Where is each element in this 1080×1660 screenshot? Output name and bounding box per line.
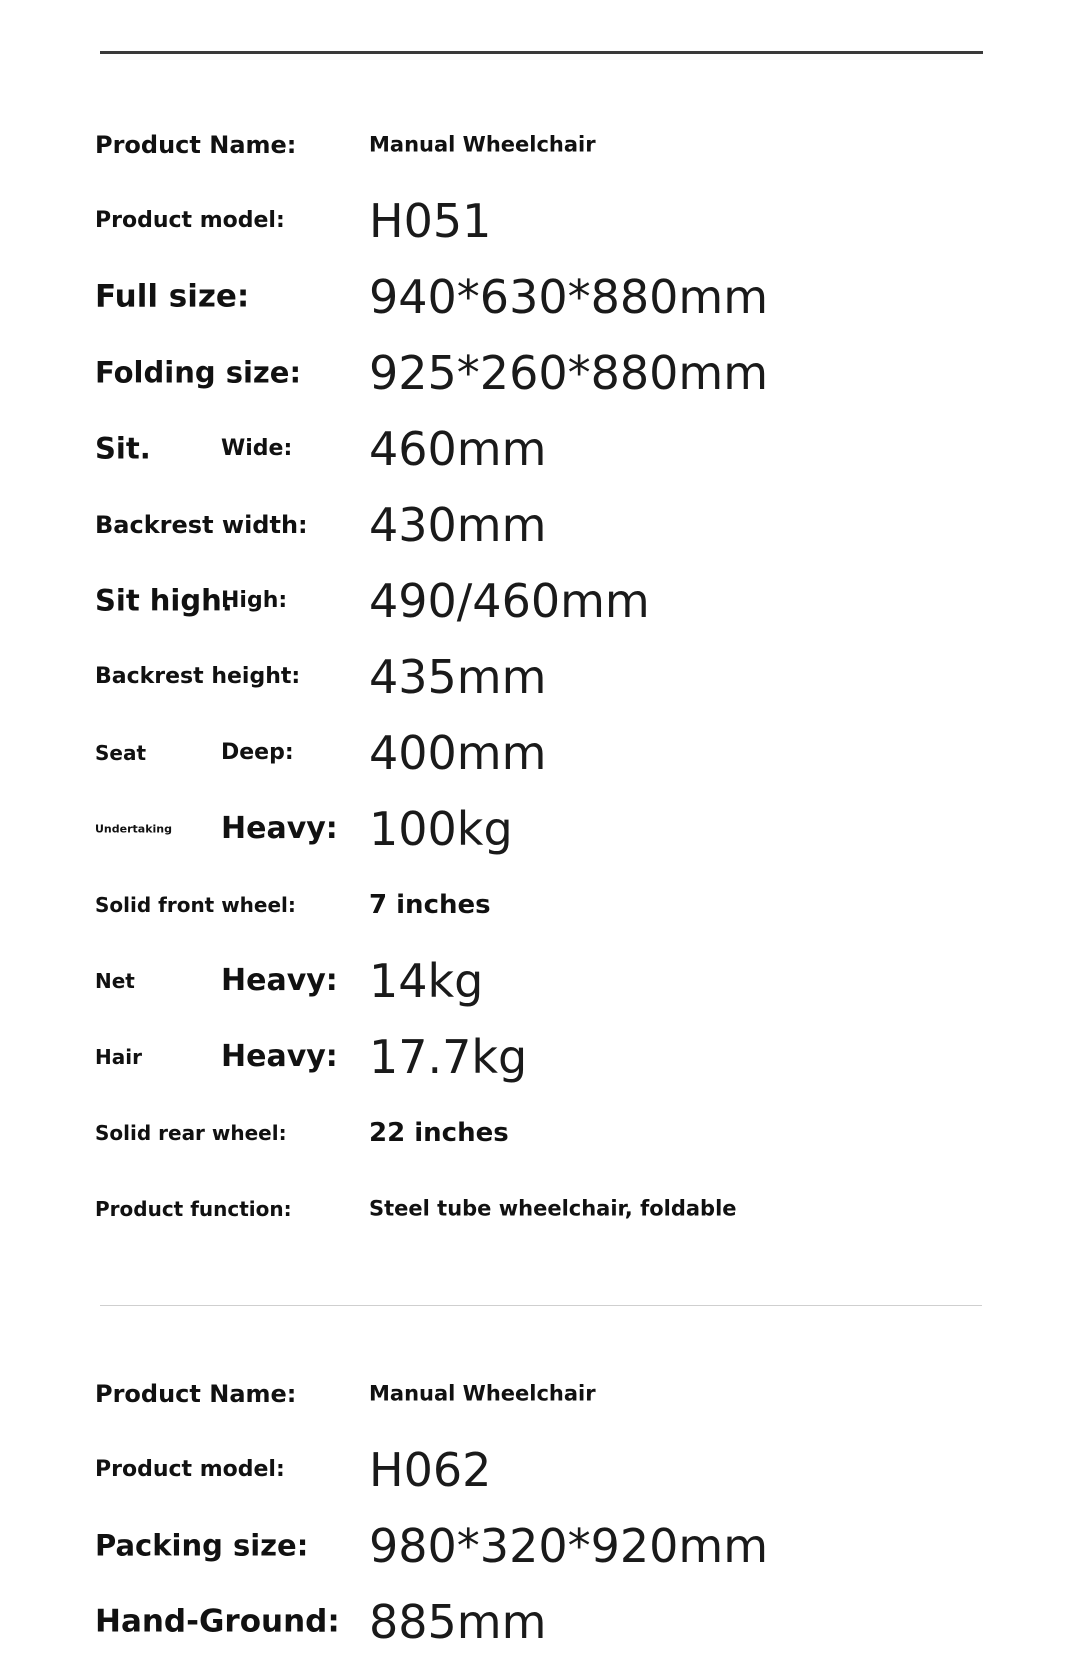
spec-row-hand-ground [0,1584,1080,1660]
spec-row-product-model [0,183,1080,259]
spec-row-full-size [0,259,1080,335]
spec-value: 7 inches [369,890,491,920]
spec-value: 925*260*880mm [369,346,769,400]
spec-label: Sit high. [95,583,233,618]
spec-row-front-wheel [0,867,1080,943]
spec-row-packing-size [0,1508,1080,1584]
spec-value: 940*630*880mm [369,270,769,324]
spec-label: Solid rear wheel: [95,1121,287,1145]
spec-sublabel: Deep: [221,740,294,765]
spec-value: 885mm [369,1595,547,1649]
top-divider [100,51,983,54]
spec-value: 980*320*920mm [369,1519,769,1573]
spec-label: Sit. [95,431,151,466]
section-divider [100,1305,982,1306]
spec-value: Manual Wheelchair [369,1381,596,1406]
spec-label: Solid front wheel: [95,893,296,917]
spec-row-gross-weight [0,1019,1080,1095]
spec-value: 22 inches [369,1118,509,1148]
spec-sublabel: Wide: [221,436,293,461]
spec-label: Product Name: [95,131,297,159]
spec-sublabel: Heavy: [221,963,338,998]
spec-value: 17.7kg [369,1030,528,1084]
spec-label: Undertaking [95,822,172,836]
spec-label: Packing size: [95,1528,309,1563]
spec-label: Full size: [95,278,250,315]
spec-row-seat-depth [0,715,1080,791]
spec-label: Seat [95,741,147,765]
spec-value: 460mm [369,422,547,476]
spec-value: Manual Wheelchair [369,132,596,157]
spec-value: 100kg [369,802,513,856]
spec-sublabel: High: [221,588,288,613]
spec-label: Product model: [95,1457,285,1482]
spec-label: Product function: [95,1197,292,1221]
spec-value: H062 [369,1443,492,1497]
spec-row-product-model [0,1432,1080,1508]
spec-sublabel: Heavy: [221,1039,338,1074]
spec-row-load [0,791,1080,867]
spec-row-seat-width [0,411,1080,487]
spec-row-backrest-width [0,487,1080,563]
spec-sublabel: Heavy: [221,811,338,846]
spec-value: H051 [369,194,492,248]
spec-value: Steel tube wheelchair, foldable [369,1196,737,1221]
spec-label: Hand-Ground: [95,1603,340,1640]
spec-label: Net [95,969,135,993]
spec-value: 430mm [369,498,547,552]
spec-row-seat-height [0,563,1080,639]
spec-label: Product Name: [95,1380,297,1408]
spec-row-net-weight [0,943,1080,1019]
spec-label: Hair [95,1045,142,1069]
spec-label: Backrest width: [95,511,308,539]
spec-value: 14kg [369,954,484,1008]
spec-row-folding-size [0,335,1080,411]
spec-row-function [0,1171,1080,1247]
spec-row-product-name [0,1356,1080,1432]
spec-label: Folding size: [95,355,302,390]
spec-row-product-name [0,107,1080,183]
spec-row-backrest-height [0,639,1080,715]
spec-value: 400mm [369,726,547,780]
spec-row-rear-wheel [0,1095,1080,1171]
spec-label: Backrest height: [95,664,301,689]
spec-label: Product model: [95,208,285,233]
spec-value: 490/460mm [369,574,650,628]
spec-value: 435mm [369,650,547,704]
